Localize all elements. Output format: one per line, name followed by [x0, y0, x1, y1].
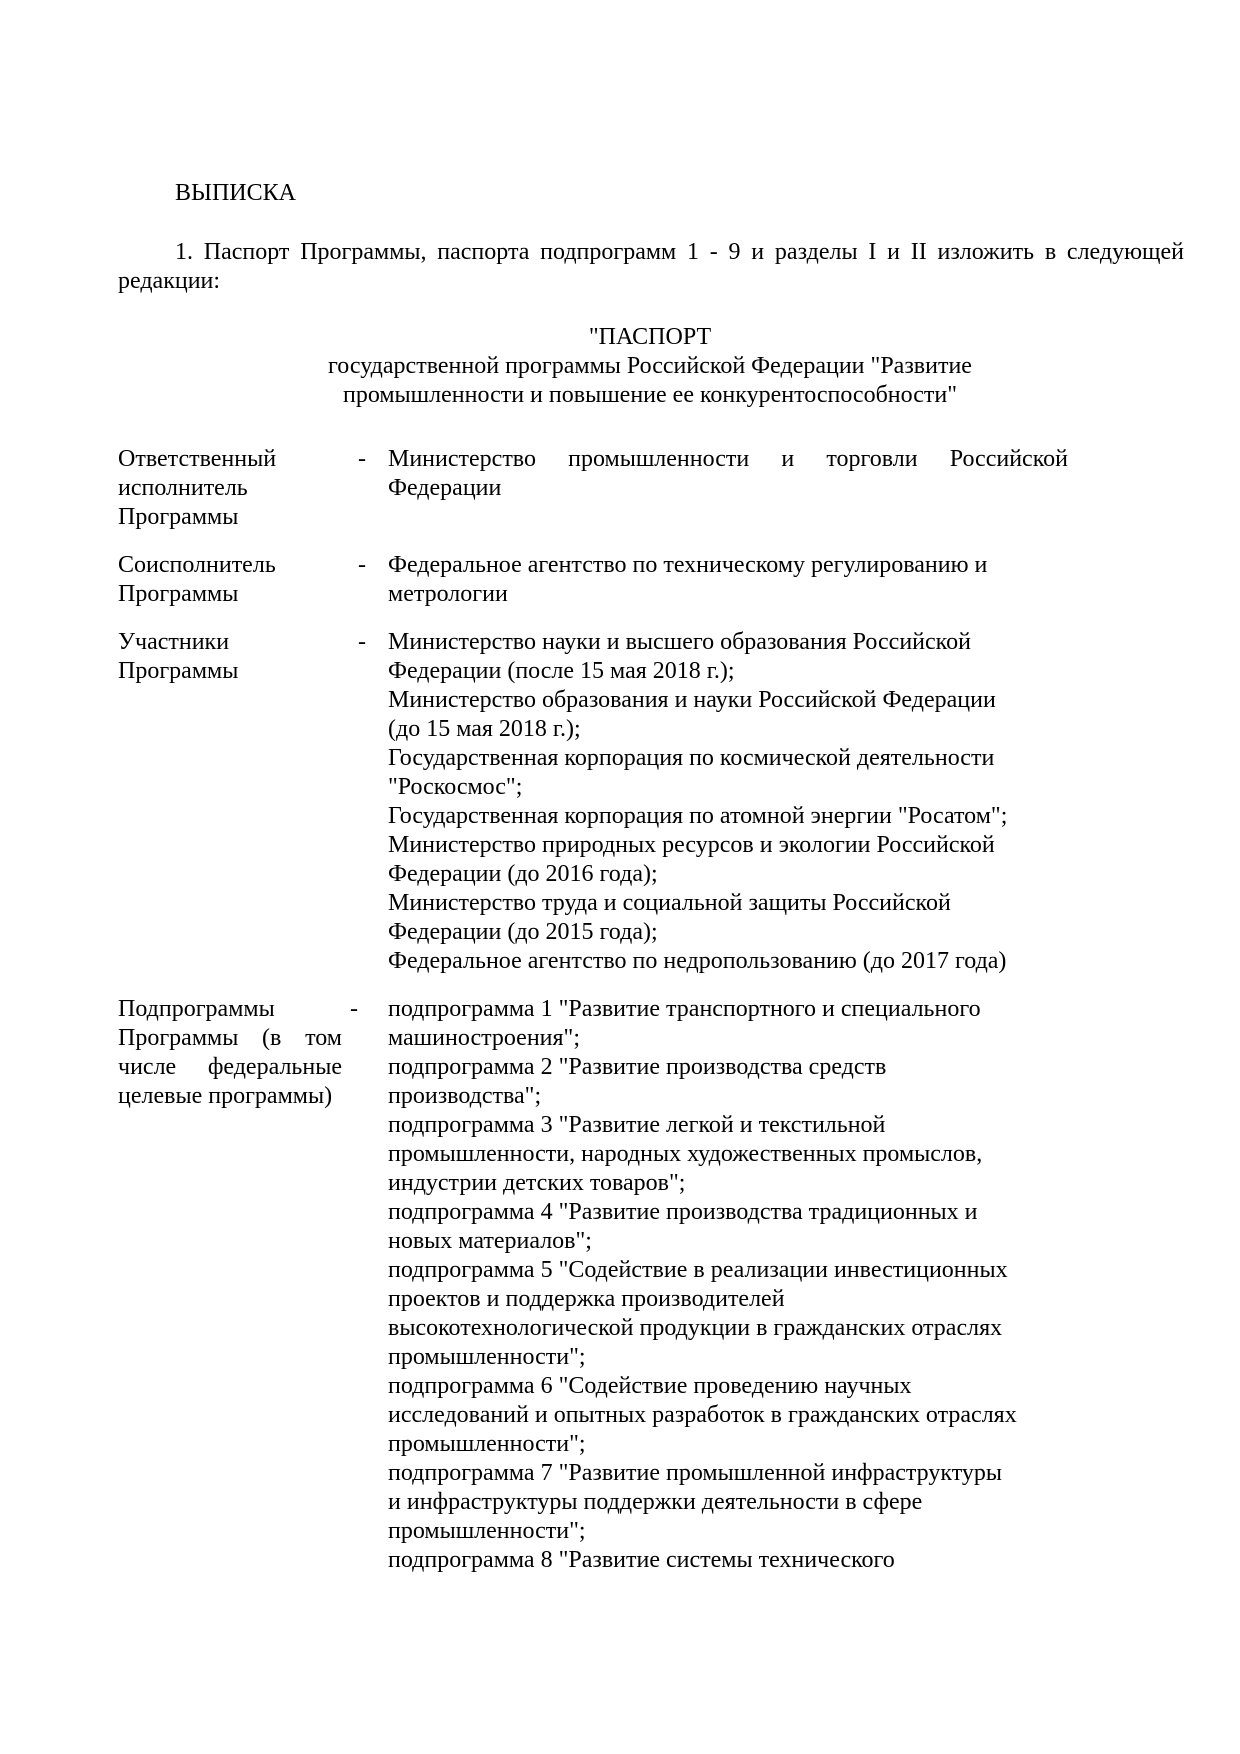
document-heading: ВЫПИСКА [175, 180, 296, 206]
value-line: исследований и опытных разработок в гражданских отраслях [388, 1402, 1017, 1428]
value-line: промышленности, народных художественных промыслов, [388, 1141, 983, 1167]
value-line: подпрограмма 8 "Развитие системы технического [388, 1547, 895, 1573]
value-line: Министерство природных ресурсов и экологии Российской [388, 832, 995, 858]
row-dash: - [358, 552, 366, 578]
passport-row-responsible [118, 445, 1068, 532]
value-line: Федеральное агентство по недропользованию (до 2017 года) [388, 948, 1007, 974]
row-label [118, 551, 342, 609]
label-line: Соисполнитель [118, 552, 276, 578]
value-line: подпрограмма 3 "Развитие легкой и текстильной [388, 1112, 886, 1138]
value-line: Министерство труда и социальной защиты Российской [388, 890, 951, 916]
passport-row-coexecutor [118, 551, 1058, 609]
value-line: проектов и поддержка производителей [388, 1286, 785, 1312]
label-line: исполнитель [118, 475, 248, 501]
value-line: машиностроения"; [388, 1025, 581, 1051]
value-line: Государственная корпорация по космической деятельности [388, 745, 995, 771]
label-line: Программы (в том [118, 1025, 342, 1051]
value-line: Федеральное агентство по техническому регулированию и [388, 552, 988, 578]
value-line: Министерство образования и науки Российской Федерации [388, 687, 996, 713]
passport-row-participants [118, 628, 1058, 976]
value-line: Федерации (до 2016 года); [388, 861, 658, 887]
value-line: Федерации [388, 475, 502, 501]
row-dash: - [350, 996, 358, 1022]
passport-title [200, 323, 1100, 410]
value-line: подпрограмма 5 "Содействие в реализации инвестиционных [388, 1257, 1008, 1283]
value-line: промышленности"; [388, 1344, 586, 1370]
row-dash: - [358, 446, 366, 472]
label-line: Подпрограммы [118, 996, 275, 1022]
label-line: Программы [118, 658, 239, 684]
row-value [388, 445, 1068, 503]
value-line: подпрограмма 7 "Развитие промышленной инфраструктуры [388, 1460, 1002, 1486]
row-label [118, 628, 342, 976]
value-line: индустрии детских товаров"; [388, 1170, 686, 1196]
title-line: промышленности и повышение ее конкурентоспособности" [342, 382, 958, 408]
row-label [118, 445, 342, 532]
row-dash: - [358, 629, 366, 655]
value-line: подпрограмма 2 "Развитие производства средств [388, 1054, 887, 1080]
value-line: Министерство науки и высшего образования Российской [388, 629, 971, 655]
value-line: и инфраструктуры поддержки деятельности в сфере [388, 1489, 923, 1515]
value-line: метрологии [388, 581, 508, 607]
title-line: государственной программы Российской Федерации "Развитие [328, 353, 972, 379]
label-line: числе федеральные [118, 1054, 342, 1080]
row-value [388, 551, 1068, 609]
value-line: Министерство промышленности и торговли Российской [388, 446, 1068, 472]
row-value [388, 628, 1068, 976]
value-line: подпрограмма 4 "Развитие производства традиционных и [388, 1199, 978, 1225]
row-value [388, 995, 1068, 1575]
value-line: Федерации (после 15 мая 2018 г.); [388, 658, 735, 684]
passport-row-subprograms [118, 995, 1058, 1575]
intro-paragraph: 1. Паспорт Программы, паспорта подпрограмм 1 - 9 и разделы I и II изложить в следующей редакции: [118, 239, 1184, 294]
value-line: подпрограмма 1 "Развитие транспортного и специального [388, 996, 981, 1022]
label-line: Участники [118, 629, 230, 655]
value-line: Государственная корпорация по атомной энергии "Росатом"; [388, 803, 1008, 829]
value-line: (до 15 мая 2018 г.); [388, 716, 581, 742]
value-line: подпрограмма 6 "Содействие проведению научных [388, 1373, 912, 1399]
value-line: промышленности"; [388, 1518, 586, 1544]
label-line: Программы [118, 581, 239, 607]
row-label [118, 995, 342, 1575]
value-line: новых материалов"; [388, 1228, 592, 1254]
value-line: Федерации (до 2015 года); [388, 919, 658, 945]
label-line: Программы [118, 504, 239, 530]
label-line: целевые программы) [118, 1083, 333, 1109]
value-line: производства"; [388, 1083, 542, 1109]
passport-table [118, 445, 1068, 1594]
label-line: Ответственный [118, 446, 277, 472]
title-line: "ПАСПОРТ [588, 324, 712, 350]
value-line: промышленности"; [388, 1431, 586, 1457]
value-line: "Роскосмос"; [388, 774, 523, 800]
value-line: высокотехнологической продукции в гражданских отраслях [388, 1315, 1003, 1341]
